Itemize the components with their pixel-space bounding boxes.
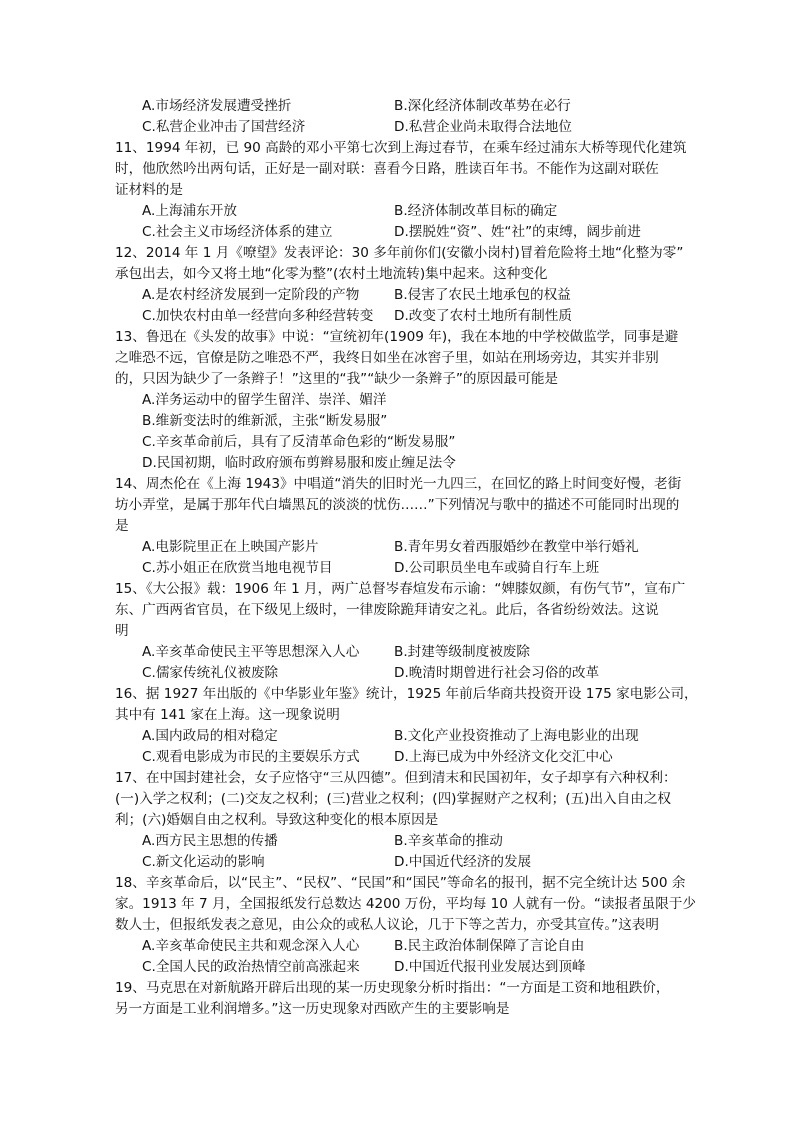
q17-option-a: A.西方民主思想的传播 xyxy=(142,833,278,849)
q12-option-c: C.加快农村由单一经营向多种经营转变 xyxy=(142,308,374,324)
q11-option-b: B.经济体制改革目标的确定 xyxy=(394,203,558,219)
q19-stem-line: 19、马克思在对新航路开辟后出现的某一历史现象分析时指出：“一方面是工资和地租跌价， xyxy=(115,980,670,996)
q14-stem-line: 坊小弄堂，是属于那年代白墙黑瓦的淡淡的忧伤……”下列情况与歌中的描述不可能同时出现的 xyxy=(115,497,680,513)
q17-option-d: D.中国近代经济的发展 xyxy=(394,854,532,870)
q10-option-c: C.私营企业冲击了国营经济 xyxy=(142,119,306,135)
q11-stem-line: 11、1994 年初，已 90 高龄的邓小平第七次到上海过春节，在乘车经过浦东大桥等现代化建筑 xyxy=(115,140,687,156)
q17-option-b: B.辛亥革命的推动 xyxy=(394,833,503,849)
q12-option-d: D.改变了农村土地所有制性质 xyxy=(394,308,572,324)
q11-stem-line: 时，他欣然吟出两句话，正好是一副对联：喜看今日路，胜读百年书。不能作为这副对联佐 xyxy=(115,161,659,177)
q18-stem-line: 数人士，但报纸发表之意见，由公众的或私人议论，几于下等之苦力，亦受其宣传。”这表明 xyxy=(115,917,659,933)
q12-stem-line: 12、2014 年 1 月《嘹望》发表评论：30 多年前你们(安徽小岗村)冒着危险将土地“化整为零” xyxy=(115,245,684,261)
q11-option-c: C.社会主义市场经济体系的建立 xyxy=(142,224,333,240)
q16-option-d: D.上海已成为中外经济文化交汇中心 xyxy=(394,749,613,765)
q17-stem-line: 17、在中国封建社会，女子应恪守“三从四德”。但到清末和民国初年，女子却享有六种权利： xyxy=(115,770,677,786)
q15-stem-line: 东、广西两省官员，在下级见上级时，一律废除跪拜请安之礼。此后，各省纷纷效法。这说 xyxy=(115,602,659,618)
q13-stem-line: 的，只因为缺少了一条辫子！”这里的“我”“缺少一条辫子”的原因最可能是 xyxy=(115,371,559,387)
q16-option-a: A.国内政局的相对稳定 xyxy=(142,728,278,744)
q15-stem xyxy=(115,579,686,642)
q18-stem xyxy=(115,873,697,936)
q12-option-a: A.是农村经济发展到一定阶段的产物 xyxy=(142,287,360,303)
q16-option-b: B.文化产业投资推动了上海电影业的出现 xyxy=(394,728,639,744)
q10-option-d: D.私营企业尚未取得合法地位 xyxy=(394,119,572,135)
q15-stem-line: 15、《大公报》载：1906 年 1 月，两广总督岑春煊发布示谕：“婢膝奴颜，有伤气节”，宣布广 xyxy=(115,581,686,597)
q14-option-c: C.苏小姐正在欣赏当地电视节目 xyxy=(142,560,333,576)
q13-option-b: B.维新变法时的维新派，主张“断发易服” xyxy=(142,413,388,429)
q15-option-b: B.封建等级制度被废除 xyxy=(394,644,530,660)
q14-option-b: B.青年男女着西服婚纱在教堂中举行婚礼 xyxy=(394,539,639,555)
q13-option-a: A.洋务运动中的留学生留洋、崇洋、媚洋 xyxy=(142,392,387,408)
q12-stem xyxy=(115,243,683,285)
q14-option-d: D.公司职员坐电车或骑自行车上班 xyxy=(394,560,600,576)
q17-stem xyxy=(115,768,683,831)
q16-stem xyxy=(115,684,698,726)
q19-stem xyxy=(115,978,683,1020)
q17-stem-line: (一)入学之权利；(二)交友之权利；(三)营业之权利；(四)掌握财产之权利；(五)出入自由之权 xyxy=(115,791,672,807)
q18-stem-line: 18、辛亥革命后，以“民主”、“民权”、“民国”和“国民”等命名的报刊，据不完全统计达 500 余 xyxy=(115,875,686,891)
q18-option-a: A.辛亥革命使民主共和观念深入人心 xyxy=(142,938,360,954)
q13-option-d: D.民国初期，临时政府颁布剪辫易服和废止缠足法令 xyxy=(142,455,456,471)
q14-stem-line: 14、周杰伦在《上海 1943》中唱道“消失的旧时光一九四三，在回忆的路上时间变好慢，老街 xyxy=(115,476,682,492)
q17-stem-line: 利；(六)婚姻自由之权利。导致这种变化的根本原因是 xyxy=(115,812,439,828)
q16-stem-line: 其中有 141 家在上海。这一现象说明 xyxy=(115,707,340,723)
q14-option-a: A.电影院里正在上映国产影片 xyxy=(142,539,319,555)
q14-stem-line: 是 xyxy=(115,518,129,534)
q11-option-a: A.上海浦东开放 xyxy=(142,203,237,219)
q13-stem xyxy=(115,327,683,390)
q12-option-b: B.侵害了农民土地承包的权益 xyxy=(394,287,571,303)
q18-option-c: C.全国人民的政治热情空前高涨起来 xyxy=(142,959,360,975)
q14-stem xyxy=(115,474,683,537)
q15-option-c: C.儒家传统礼仪被废除 xyxy=(142,665,279,681)
q15-stem-line: 明 xyxy=(115,623,129,639)
q18-option-b: B.民主政治体制保障了言论自由 xyxy=(394,938,585,954)
q16-option-c: C.观看电影成为市民的主要娱乐方式 xyxy=(142,749,360,765)
q10-option-b: B.深化经济体制改革势在必行 xyxy=(394,98,571,114)
q11-option-d: D.摆脱姓“资”、姓“社”的束缚，阔步前进 xyxy=(394,224,641,240)
q16-stem-line: 16、据 1927 年出版的《中华影业年鉴》统计，1925 年前后华商共投资开设 175 家电影公司， xyxy=(115,686,698,702)
q10-option-a: A.市场经济发展遭受挫折 xyxy=(142,98,292,114)
q15-option-d: D.晚清时期曾进行社会习俗的改革 xyxy=(394,665,600,681)
q13-stem-line: 13、鲁迅在《头发的故事》中说：“宣统初年(1909 年)，我在本地的中学校做监学，同事是避 xyxy=(115,329,679,345)
q12-stem-line: 承包出去，如今又将土地“化零为整”(农村土地流转)集中起来。这种变化 xyxy=(115,266,548,282)
q11-stem xyxy=(115,138,687,201)
q15-option-a: A.辛亥革命使民主平等思想深入人心 xyxy=(142,644,360,660)
q18-stem-line: 家。1913 年 7 月，全国报纸发行总数达 4200 万份，平均每 10 人就有一份。“读报者虽限于少 xyxy=(115,896,697,912)
q11-stem-line: 证材料的是 xyxy=(115,182,183,198)
q17-option-c: C.新文化运动的影响 xyxy=(142,854,265,870)
q19-stem-line: 另一方面是工业利润增多。”这一历史现象对西欧产生的主要影响是 xyxy=(115,1001,510,1017)
q13-option-c: C.辛亥革命前后，具有了反清革命色彩的“断发易服” xyxy=(142,434,456,450)
q13-stem-line: 之唯恐不远，官僚是防之唯恐不严，我终日如坐在冰窖子里，如站在刑场旁边，其实并非别 xyxy=(115,350,659,366)
q18-option-d: D.中国近代报刊业发展达到顶峰 xyxy=(394,959,586,975)
